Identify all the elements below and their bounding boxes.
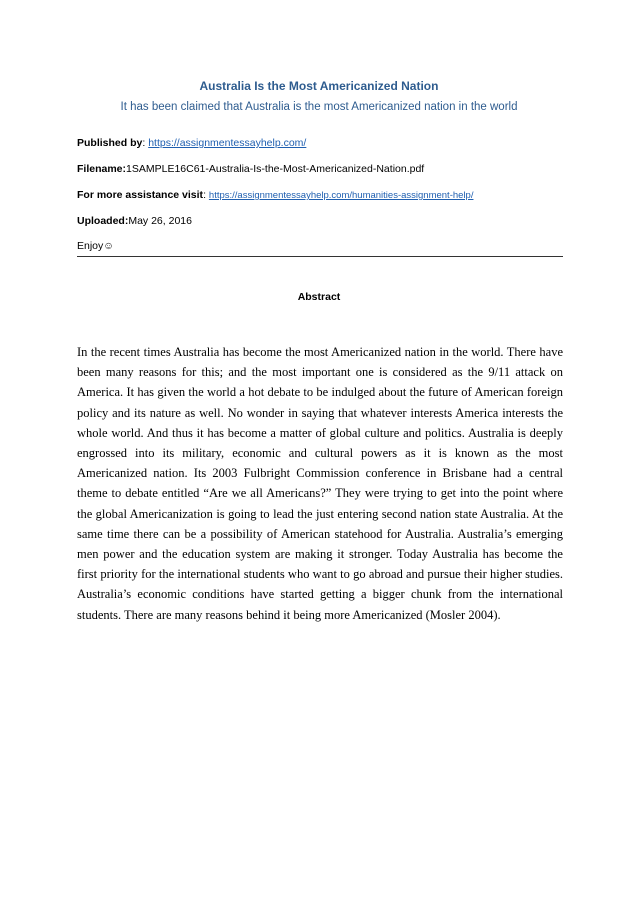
uploaded-line (77, 215, 192, 227)
abstract-body: In the recent times Australia has become the most Americanized nation in the world. There have been many reasons for this; and the most important one is considered as the 9/11 attack on America. It has given the world a hot debate to be indulged about the future of American foreign policy and its nature as well. No wonder in saying that whatever interests America interests the whole world. And thus it has become a matter of global culture and politics. Australia is deeply engrossed into its military, economic and cultural powers as it is known as the most Americanized nation. Its 2003 Fulbright Commission conference in Brisbane had a central theme to debate entitled “Are we all Americans?” They were trying to get into the point where the global Americanization is going to lead the just entering second nation state Australia. At the same time there can be a possibility of American statehood for Australia. Australia’s emerging men power and the education system are making it stronger. Today Australia has become the first priority for the international students who want to go abroad and pursue their higher studies. Australia’s economic conditions have started getting a bigger chunk from the international students. There are many reasons behind it being more Americanized (Mosler 2004). (77, 345, 563, 622)
filename-line (77, 163, 424, 175)
uploaded-label: Uploaded: (77, 215, 129, 227)
filename-label: Filename: (77, 163, 127, 175)
enjoy-line (77, 240, 114, 252)
document-title: Australia Is the Most Americanized Nation (199, 79, 439, 93)
assistance-link[interactable]: https://assignmentessayhelp.com/humanities-assignment-help/ (208, 190, 474, 201)
uploaded-value: May 26, 2016 (128, 215, 192, 227)
filename-value: 1SAMPLE16C61-Australia-Is-the-Most-Americanized-Nation.pdf (126, 163, 425, 175)
published-by-line: Published by: https://assignmentessayhelp.com/ (77, 137, 307, 149)
header-divider (77, 256, 563, 257)
document-subtitle: It has been claimed that Australia is the most Americanized nation in the world (120, 101, 518, 113)
assistance-line: For more assistance visit: https://assignmentessayhelp.com/humanities-assignment-help/ (77, 189, 474, 201)
assistance-label: For more assistance visit (77, 189, 204, 201)
enjoy-text: Enjoy (77, 240, 104, 252)
published-by-label: Published by (77, 137, 143, 149)
smiley-icon: ☺ (103, 240, 114, 252)
abstract-heading: Abstract (297, 291, 341, 303)
published-by-link[interactable]: https://assignmentessayhelp.com/ (148, 137, 307, 149)
